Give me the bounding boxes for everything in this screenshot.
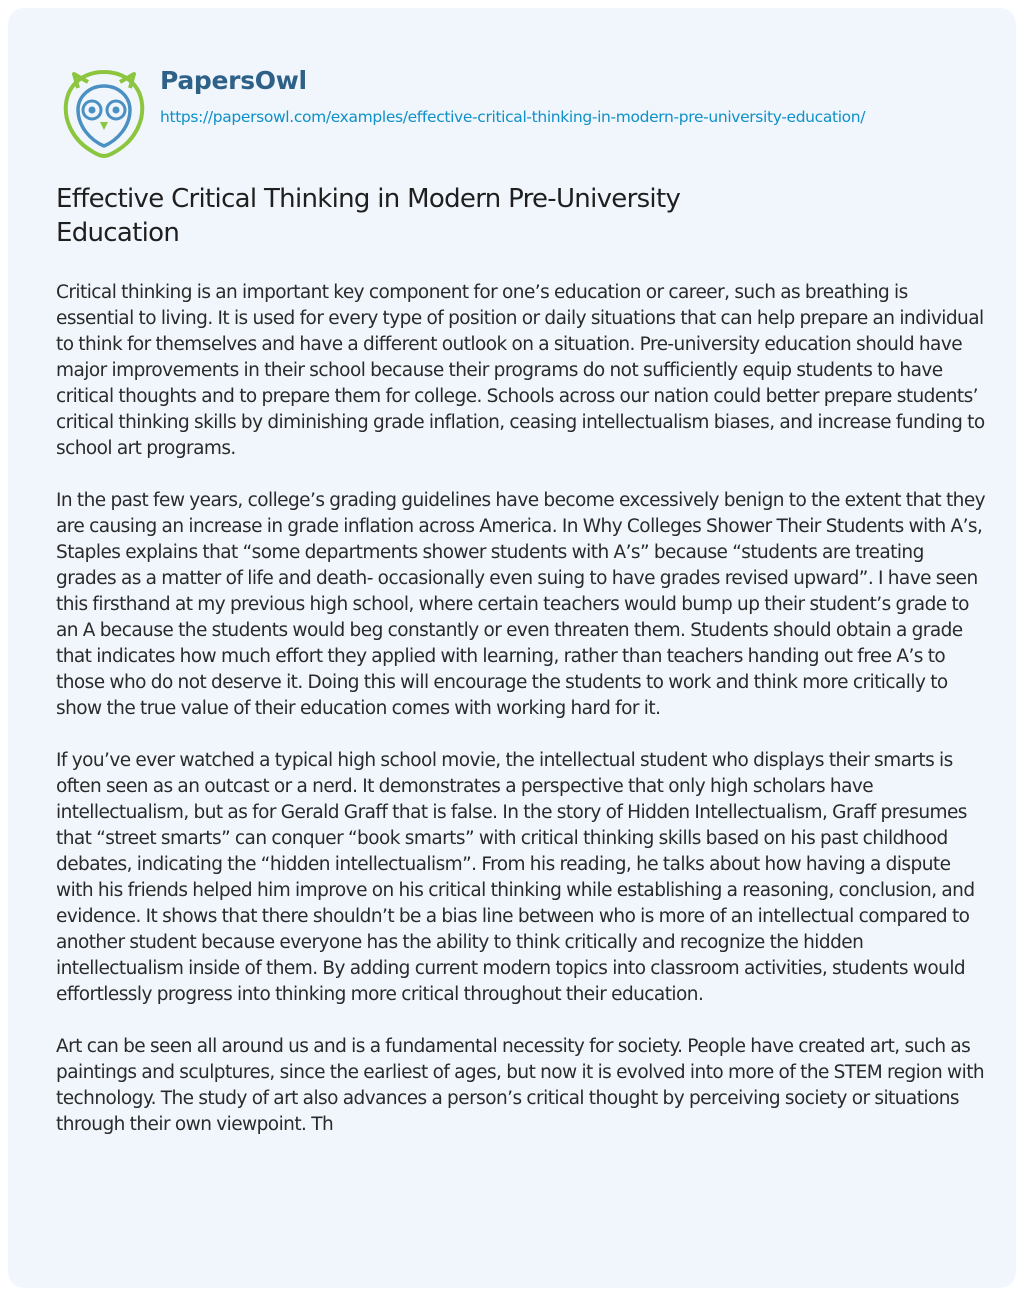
article-paragraph: Critical thinking is an important key component for one’s education or career, such as breathing is essential to living. It is used for every type of position or daily situations that can help prepare an individual to think for themselves and have a different outlook on a situation. Pre-university education should have major improvements in their school because their programs do not sufficiently equip students to have critical thoughts and to prepare them for college. Schools across our nation could better prepare students’ critical thinking skills by diminishing grade inflation, ceasing intellectualism biases, and increase funding to school art programs. bbox=[56, 282, 985, 459]
site-header bbox=[56, 64, 996, 164]
article-paragraph: If you’ve ever watched a typical high school movie, the intellectual student who displays their smarts is often seen as an outcast or a nerd. It demonstrates a perspective that only high scholars have intellectualism, but as for Gerald Graff that is false. In the story of Hidden Intellectualism, Graff presumes that “street smarts” can conquer “book smarts” with critical thinking skills based on his past childhood debates, indicating the “hidden intellectualism”. From his reading, he talks about how having a dispute with his friends helped him improve on his critical thinking while establishing a reasoning, conclusion, and evidence. It shows that there shouldn’t be a bias line between who is more of an intellectual compared to another student because everyone has the ability to think critically and recognize the hidden intellectualism inside of them. By adding current modern topics into classroom activities, students would effortlessly progress into thinking more critical throughout their education. bbox=[56, 750, 975, 1005]
owl-logo-icon[interactable] bbox=[56, 64, 152, 160]
article-body bbox=[56, 280, 986, 1164]
article-title: Effective Critical Thinking in Modern Pre-University Education bbox=[56, 184, 681, 248]
article-paragraph: In the past few years, college’s grading guidelines have become excessively benign to the extent that they are causing an increase in grade inflation across America. In Why Colleges Shower Their Students with A’s, Staples explains that “some departments shower students with A’s” because “students are treating grades as a matter of life and death- occasionally even suing to have grades revised upward”. I have seen this firsthand at my previous high school, where certain teachers would bump up their student’s grade to an A because the students would beg constantly or even threaten them. Students should obtain a grade that indicates how much effort they applied with learning, rather than teachers handing out free A’s to those who do not deserve it. Doing this will encourage the students to work and think more critically to show the true value of their education comes with working hard for it. bbox=[56, 490, 986, 719]
article-paragraph: Art can be seen all around us and is a fundamental necessity for society. People have created art, such as paintings and sculptures, since the earliest of ages, but now it is evolved into more of the STEM region with technology. The study of art also advances a person’s critical thought by perceiving society or situations through their own viewpoint. Th bbox=[56, 1036, 985, 1135]
source-url-link[interactable]: https://papersowl.com/examples/effective-critical-thinking-in-modern-pre-university-education/ bbox=[160, 108, 866, 126]
document-card bbox=[8, 8, 1016, 1288]
brand-name[interactable]: PapersOwl bbox=[160, 66, 307, 95]
brand-block bbox=[160, 64, 960, 129]
